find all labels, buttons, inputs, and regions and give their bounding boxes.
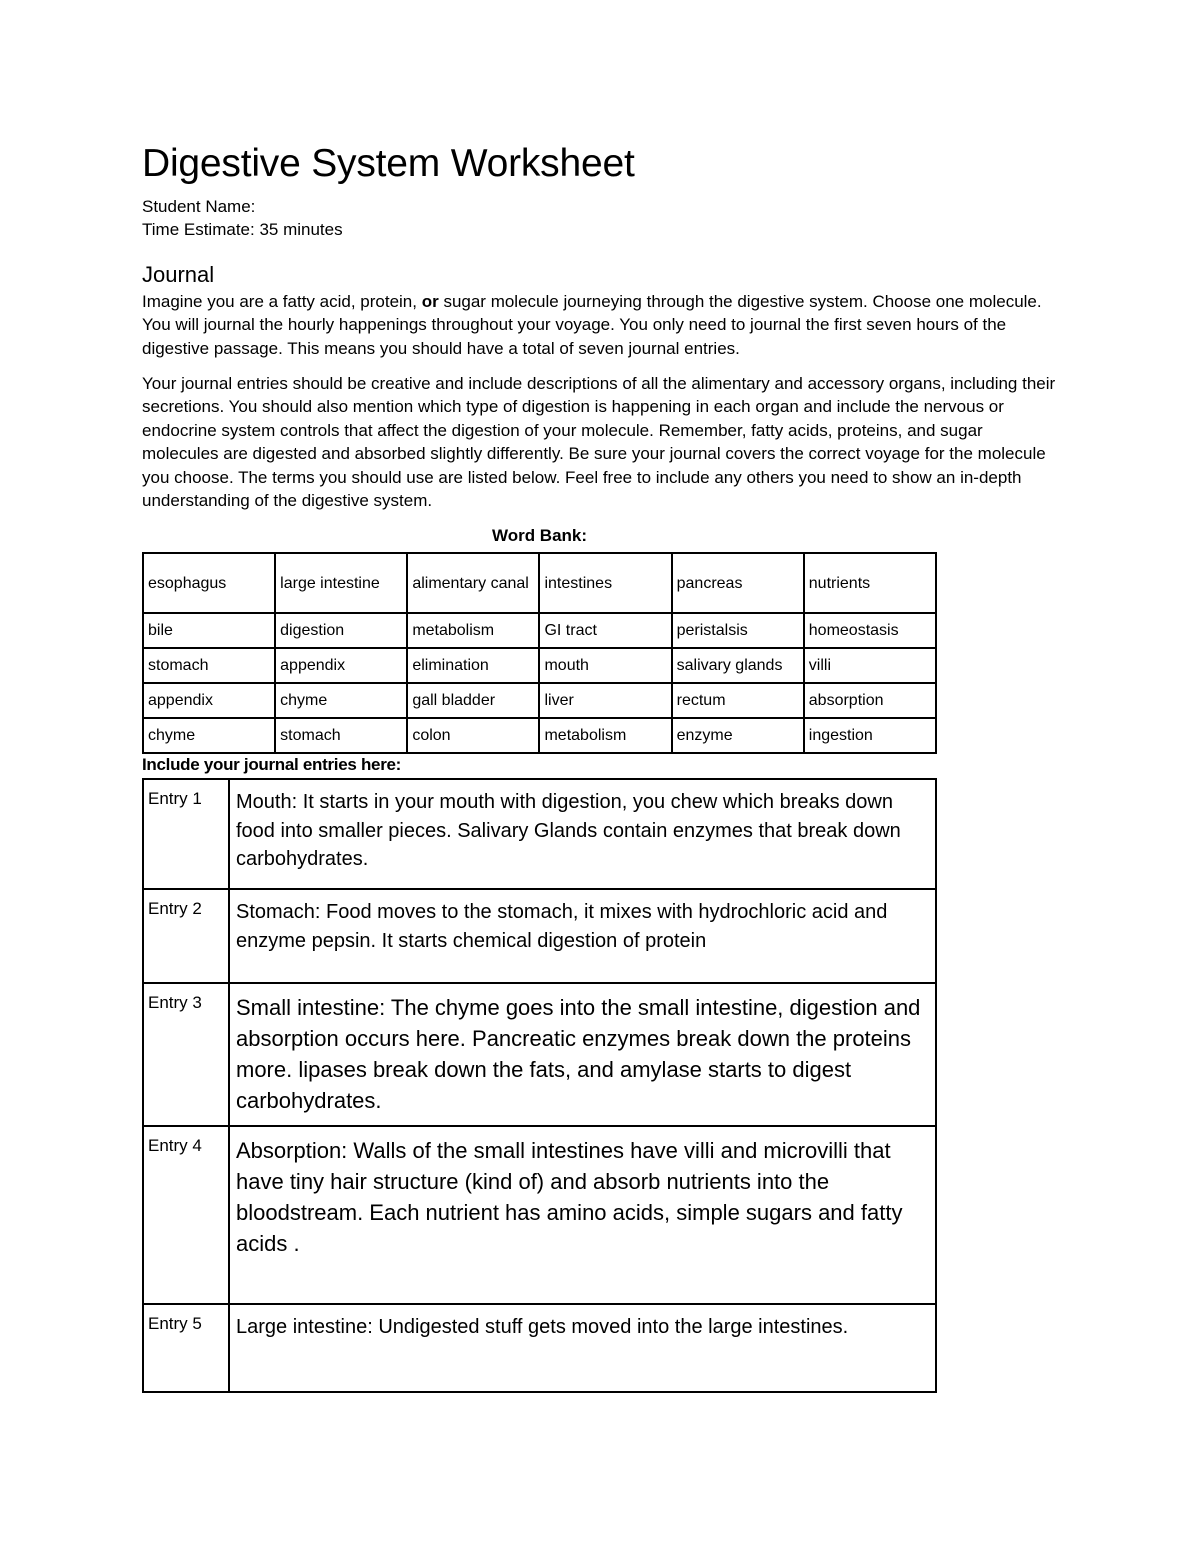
word-cell: enzyme bbox=[672, 718, 804, 753]
table-row bbox=[143, 553, 936, 613]
p1-text-before: Imagine you are a fatty acid, protein, bbox=[142, 292, 422, 311]
journal-entry-row bbox=[143, 779, 936, 889]
word-cell: peristalsis bbox=[672, 613, 804, 648]
instructions-paragraph-2: Your journal entries should be creative and include descriptions of all the alimentary and accessory organs, including their secretions. You should also mention which type of digestion is happening in each organ and include the nervous or endocrine system controls that affect the digestion of your molecule. Remember, fatty acids, proteins, and sugar molecules are digested and absorbed slightly differently. Be sure your journal covers the correct voyage for the molecule you choose. The terms you should use are listed below. Feel free to include any others you need to show an in-depth understanding of the digestive system. bbox=[142, 374, 1056, 511]
word-cell: rectum bbox=[672, 683, 804, 718]
time-estimate: Time Estimate: 35 minutes bbox=[142, 220, 343, 239]
journal-entry-row bbox=[143, 889, 936, 983]
journal-heading: Journal bbox=[142, 262, 215, 287]
journal-entries-label: Include your journal entries here: bbox=[142, 755, 402, 774]
journal-entry-row bbox=[143, 983, 936, 1126]
entry-text[interactable]: Mouth: It starts in your mouth with digestion, you chew which breaks down food into smaller pieces. Salivary Glands contain enzymes that break down carbohydrates. bbox=[229, 779, 936, 889]
word-cell: elimination bbox=[407, 648, 539, 683]
word-cell: metabolism bbox=[539, 718, 671, 753]
word-cell: colon bbox=[407, 718, 539, 753]
journal-entry-row bbox=[143, 1304, 936, 1392]
entry-label: Entry 4 bbox=[143, 1126, 229, 1304]
word-cell: bile bbox=[143, 613, 275, 648]
journal-entries-table bbox=[142, 778, 937, 1393]
word-cell: villi bbox=[804, 648, 936, 683]
entry-text[interactable]: Small intestine: The chyme goes into the small intestine, digestion and absorption occurs here. Pancreatic enzymes break down the proteins more. lipases break down the fats, and amylase starts to digest carbohydrates. bbox=[229, 983, 936, 1126]
word-cell: intestines bbox=[539, 553, 671, 613]
instructions-paragraph-1 bbox=[142, 290, 1062, 360]
word-cell: ingestion bbox=[804, 718, 936, 753]
word-cell: gall bladder bbox=[407, 683, 539, 718]
word-cell: nutrients bbox=[804, 553, 936, 613]
entry-text[interactable]: Stomach: Food moves to the stomach, it mixes with hydrochloric acid and enzyme pepsin. It starts chemical digestion of protein bbox=[229, 889, 936, 983]
table-row bbox=[143, 648, 936, 683]
page-title: Digestive System Worksheet bbox=[142, 142, 635, 185]
word-cell: metabolism bbox=[407, 613, 539, 648]
word-bank-title: Word Bank: bbox=[491, 526, 588, 545]
student-name-label: Student Name: bbox=[142, 197, 256, 216]
table-row bbox=[143, 718, 936, 753]
word-cell: esophagus bbox=[143, 553, 275, 613]
word-cell: absorption bbox=[804, 683, 936, 718]
journal-entry-row bbox=[143, 1126, 936, 1304]
entry-text[interactable]: Large intestine: Undigested stuff gets moved into the large intestines. bbox=[229, 1304, 936, 1392]
entry-label: Entry 1 bbox=[143, 779, 229, 889]
word-cell: appendix bbox=[143, 683, 275, 718]
word-cell: pancreas bbox=[672, 553, 804, 613]
word-cell: mouth bbox=[539, 648, 671, 683]
table-row bbox=[143, 613, 936, 648]
p1-bold-or: or bbox=[421, 292, 439, 311]
word-cell: stomach bbox=[143, 648, 275, 683]
entry-label: Entry 5 bbox=[143, 1304, 229, 1392]
word-cell: chyme bbox=[143, 718, 275, 753]
word-cell: homeostasis bbox=[804, 613, 936, 648]
word-bank-table bbox=[142, 552, 937, 754]
word-cell: liver bbox=[539, 683, 671, 718]
word-cell: stomach bbox=[275, 718, 407, 753]
p1-text-after: sugar molecule journeying through the digestive system. Choose one molecule. You will journal the hourly happenings throughout your voyage. You only need to journal the first seven hours of the digestive passage. This means you should have a total of seven journal entries. bbox=[142, 292, 1042, 358]
word-cell: alimentary canal bbox=[407, 553, 539, 613]
word-cell: GI tract bbox=[539, 613, 671, 648]
word-cell: large intestine bbox=[275, 553, 407, 613]
entry-label: Entry 3 bbox=[143, 983, 229, 1126]
table-row bbox=[143, 683, 936, 718]
word-cell: chyme bbox=[275, 683, 407, 718]
word-cell: digestion bbox=[275, 613, 407, 648]
word-cell: salivary glands bbox=[672, 648, 804, 683]
word-cell: appendix bbox=[275, 648, 407, 683]
entry-text[interactable]: Absorption: Walls of the small intestines have villi and microvilli that have tiny hair structure (kind of) and absorb nutrients into the bloodstream. Each nutrient has amino acids, simple sugars and fatty acids . bbox=[229, 1126, 936, 1304]
entry-label: Entry 2 bbox=[143, 889, 229, 983]
